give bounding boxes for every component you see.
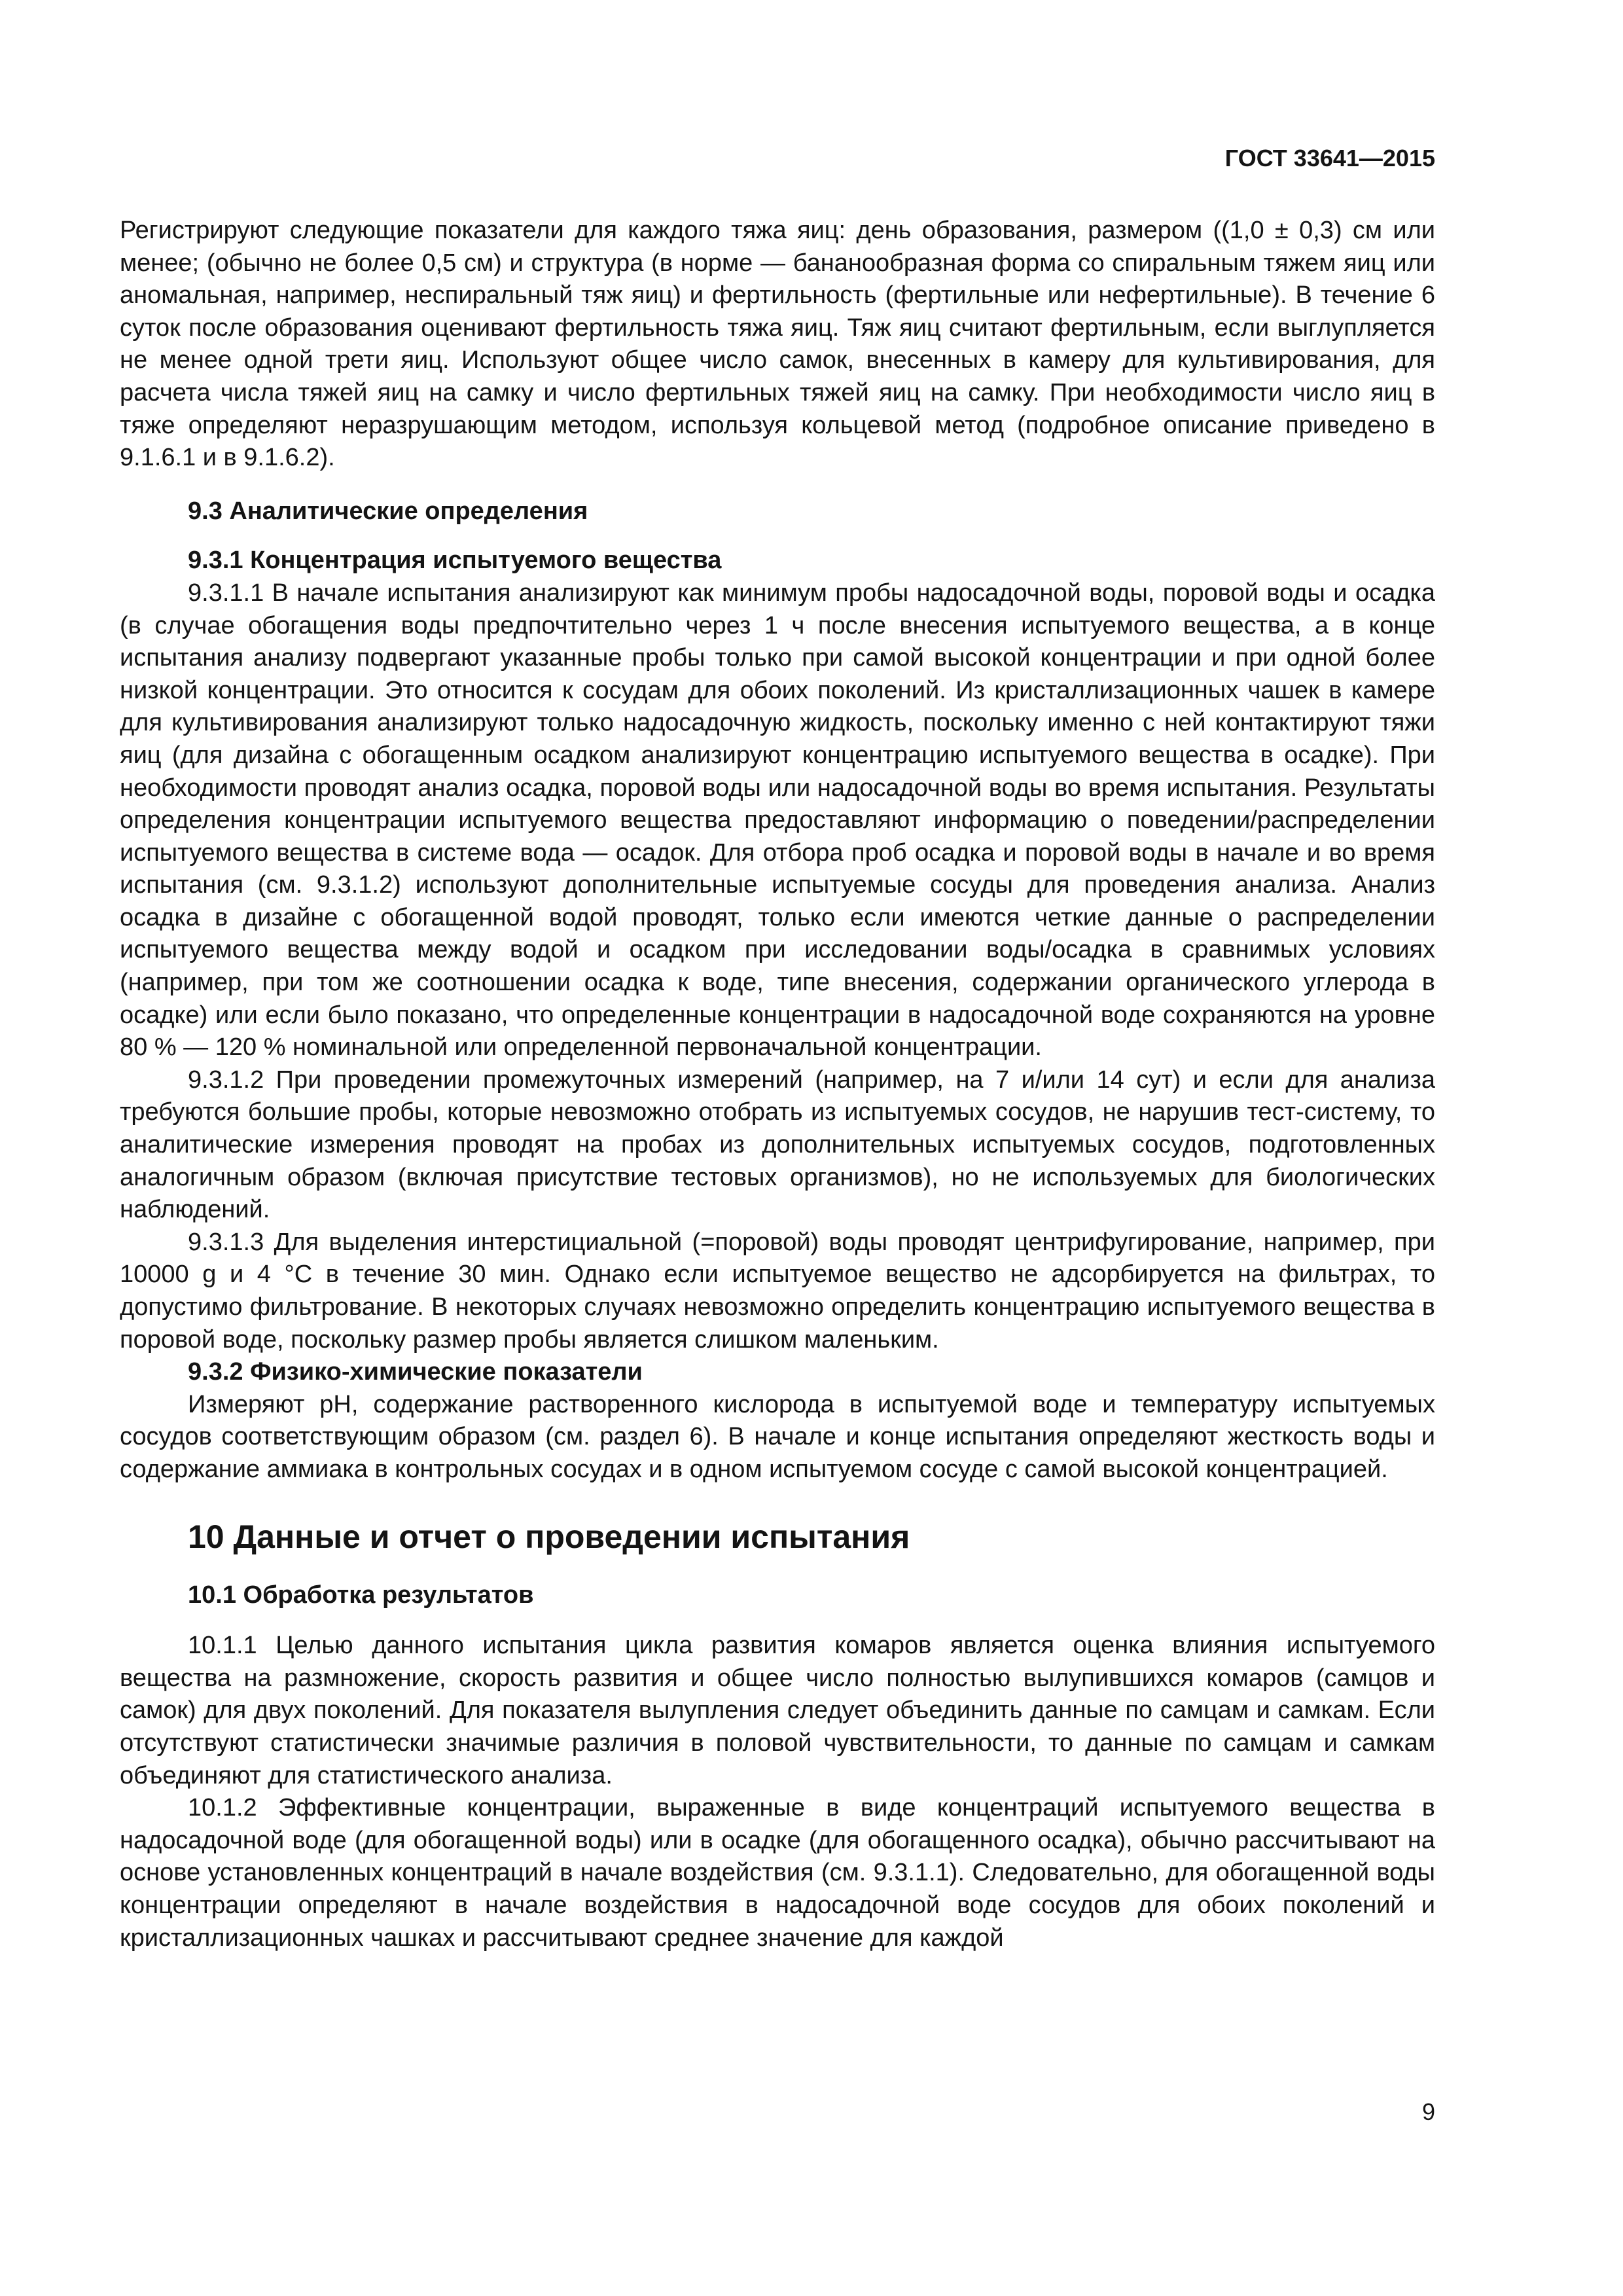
subsection-heading-10-1: 10.1 Обработка результатов — [188, 1581, 534, 1609]
paragraph-10-1-2: 10.1.2 Эффективные концентрации, выраженные в виде концентраций испытуемого вещества в надосадочной воде (для обогащенной воды) или в осадке (для обогащенного осадка), обычно рассчитывают на основе установленных концентраций в начале воздействия (см. 9.3.1.1). Следовательно, для обогащенной воды концентрации определяют в начале воздействия в надосадочной воде сосудов для обоих поколений и кристаллизационных чашках и рассчитывают среднее значение для каждой — [120, 1794, 1435, 1952]
standard-header: ГОСТ 33641—2015 — [1224, 145, 1435, 171]
document-page — [120, 144, 1435, 1954]
paragraph-9-3-2: Измеряют pH, содержание растворенного кислорода в испытуемой воде и температуру испытуемых сосудов соответствующим образом (см. раздел 6). В начале и конце испытания определяют жесткость воды и содержание аммиака в контрольных сосудах и в одном испытуемом сосуде с самой высокой концентрацией. — [120, 1390, 1435, 1483]
page-number: 9 — [1421, 2098, 1435, 2125]
paragraph-9-3-1-2: 9.3.1.2 При проведении промежуточных измерений (например, на 7 и/или 14 сут) и если для анализа требуются большие пробы, которые невозможно отобрать из испытуемых сосудов, не нарушив тест-систему, то аналитические измерения проводят на пробах из дополнительных испытуемых сосудов, подготовленных аналогичным образом (включая присутствие тестовых организмов), но не используемых для биологических наблюдений. — [120, 1066, 1435, 1224]
chapter-heading-10: 10 Данные и отчет о проведении испытания — [188, 1518, 910, 1555]
paragraph-9-3-1-3: 9.3.1.3 Для выделения интерстициальной (=поровой) воды проводят центрифугирование, например, при 10000 g и 4 °С в течение 30 мин. Однако если испытуемое вещество не адсорбируется на фильтрах, то допустимо фильтрование. В некоторых случаях невозможно определить концентрацию испытуемого вещества в поровой воде, поскольку размер пробы является слишком маленьким. — [120, 1228, 1435, 1354]
subsection-heading-9-3-1: 9.3.1 Концентрация испытуемого вещества — [188, 547, 722, 575]
intro-paragraph: Регистрируют следующие показатели для каждого тяжа яиц: день образования, размером ((1,0 ± 0,3) см или менее; (обычно не более 0,5 см) и структура (в норме — бананообразная форма со спиральным тяжем яиц или аномальная, например, неспиральный тяж яиц) и фертильность (фертильные или нефертильные). В течение 6 суток после образования оценивают фертильность тяжа яиц. Тяж яиц считают фертильным, если выглупляется не менее одной трети яиц. Используют общее число самок, внесенных в камеру для культивирования, для расчета числа тяжей яиц на самку и число фертильных тяжей яиц на самку. При необходимости число яиц в тяже определяют неразрушающим методом, используя кольцевой метод (подробное описание приведено в 9.1.6.1 и в 9.1.6.2). — [120, 217, 1435, 472]
subsection-heading-9-3-2: 9.3.2 Физико-химические показатели — [188, 1358, 643, 1386]
paragraph-9-3-1-1: 9.3.1.1 В начале испытания анализируют как минимум пробы надосадочной воды, поровой воды и осадка (в случае обогащения воды предпочтительно через 1 ч после внесения испытуемого вещества, а в конце испытания анализу подвергают указанные пробы только при самой высокой концентрации и при одной более низкой концентрации. Это относится к сосудам для обоих поколений. Из кристаллизационных чашек в камере для культивирования анализируют только надосадочную жидкость, поскольку именно с ней контактируют тяжи яиц (для дизайна с обогащенным осадком анализируют концентрацию испытуемого вещества в осадке). При необходимости проводят анализ осадка, поровой воды или надосадочной воды во время испытания. Результаты определения концентрации испытуемого вещества предоставляют информацию о поведении/распределении испытуемого вещества в системе вода — осадок. Для отбора проб осадка и поровой воды в начале и во время испытания (см. 9.3.1.2) используют дополнительные испытуемые сосуды для проведения анализа. Анализ осадка в дизайне с обогащенной водой проводят, только если имеются четкие данные о распределении испытуемого вещества между водой и осадком при исследовании воды/осадка в сравнимых условиях (например, при том же соотношении осадка к воде, типе внесения, содержании органического углерода в осадке) или если было показано, что определенные концентрации в надосадочной воде сохраняются на уровне 80 % — 120 % номинальной или определенной первоначальной концентрации. — [120, 579, 1435, 1062]
section-heading-9-3: 9.3 Аналитические определения — [188, 497, 588, 525]
paragraph-10-1-1: 10.1.1 Целью данного испытания цикла развития комаров является оценка влияния испытуемого вещества на размножение, скорость развития и общее число полностью вылупившихся комаров (самцов и самок) для двух поколений. Для показателя вылупления следует объединить данные по самцам и самкам. Если отсутствуют статистически значимые различия в половой чувствительности, то данные по самцам и самкам объединяют для статистического анализа. — [120, 1632, 1435, 1789]
